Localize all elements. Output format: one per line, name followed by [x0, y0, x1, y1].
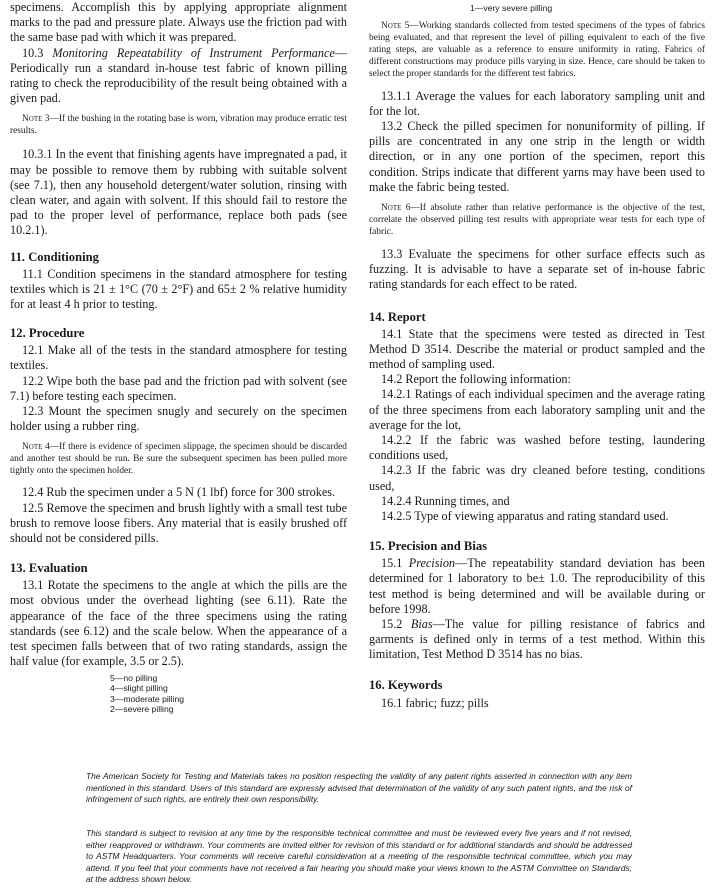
heading-evaluation: 13. Evaluation	[10, 561, 88, 576]
paragraph-13-1-1: 13.1.1 Average the values for each laboratory sampling unit and for the lot.	[369, 88, 705, 118]
paragraph-10-3: 10.3 Monitoring Repeatability of Instrument Performance—Periodically run a standard in-house test fabric of known pilling rating to check the reproducibility of the result being obtained with a given pad.	[10, 45, 347, 106]
paragraph-14-2: 14.2 Report the following information:	[381, 372, 571, 387]
paragraph-10-2-continued: specimens. Accomplish this by applying appropriate alignment marks to the pad and pressure plate. Always use the friction pad with the same base pad with which it was prepared.	[10, 0, 347, 45]
paragraph-14-1: 14.1 State that the specimens were tested as directed in Test Method D 3514. Describe the material or product sampled and the method of sampling used.	[369, 326, 705, 372]
paragraph-13-2: 13.2 Check the pilled specimen for nonuniformity of pilling. If pills are concentrated in any one strip in the length or width direction, or in any one portion of the specimen, report this condition. Strips indicate that different yarns may have been used to make the fabric being tested.	[369, 119, 705, 194]
paragraph-14-2-5: 14.2.5 Type of viewing apparatus and rating standard used.	[381, 509, 669, 524]
heading-conditioning: 11. Conditioning	[10, 249, 99, 264]
scale-item: 1—very severe pilling	[470, 3, 553, 13]
note-3: Note 3—If the bushing in the rotating base is worn, vibration may produce erratic test results.	[10, 114, 347, 137]
scale-item: 2—severe pilling	[110, 704, 174, 715]
paragraph-12-3: 12.3 Mount the specimen snugly and securely on the specimen holder using a rubber ring.	[10, 404, 347, 434]
paragraph-12-1: 12.1 Make all of the tests in the standard atmosphere for testing textiles.	[10, 343, 347, 373]
paragraph-14-2-1: 14.2.1 Ratings of each individual specimen and the average rating of the three specimens from each laboratory sampling unit and the average for the lot,	[369, 387, 705, 432]
paragraph-10-3-1: 10.3.1 In the event that finishing agents have impregnated a pad, it may be possible to remove them by rubbing with suitable solvent (see 7.1), then any household detergent/water solution, rinsing with clean water, and again with solvent. If this should fail to restore the pad to the proper level of performance, replace both pads (see 10.2.1).	[10, 147, 347, 238]
paragraph-12-4: 12.4 Rub the specimen under a 5 N (1 lbf) force for 300 strokes.	[22, 485, 336, 500]
paragraph-12-2: 12.2 Wipe both the base pad and the friction pad with solvent (see 7.1) before testing each specimen.	[10, 373, 347, 403]
paragraph-14-2-2: 14.2.2 If the fabric was washed before testing, laundering conditions used,	[369, 433, 705, 463]
revision-notice: This standard is subject to revision at any time by the responsible technical committee and must be reviewed every five years and if not revised, either reapproved or withdrawn. Your comments are invited either for revision of this standard or for additional standards and should be addressed to ASTM Headquarters. Your comments will receive careful consideration at a meeting of the responsible technical committee, which you may attend. If you feel that your comments have not received a fair hearing you should make your views known to the ASTM Committee on Standards, at the address shown below.	[86, 828, 632, 885]
heading-report: 14. Report	[369, 309, 426, 324]
heading-precision-bias: 15. Precision and Bias	[369, 539, 488, 554]
right-column	[369, 0, 705, 711]
note-4: Note 4—If there is evidence of specimen slippage, the specimen should be discarded and another test should be run. Be sure the subsequent specimen has been pulled more tightly onto the specimen holder.	[10, 442, 347, 477]
scale-item: 3—moderate pilling	[110, 693, 185, 704]
paragraph-13-3: 13.3 Evaluate the specimens for other surface effects such as fuzzing. It is advisable to have a separate set of in-house fabric rating standards for each effect to be rated.	[369, 247, 705, 292]
patent-disclaimer: The American Society for Testing and Materials takes no position respecting the validity of any patent rights asserted in connection with any item mentioned in this standard. Users of this standard are expressly advised that determination of the validity of any such patent rights, and the risk of infringement of such rights, are entirely their own responsibility.	[86, 771, 632, 805]
paragraph-14-2-4: 14.2.4 Running times, and	[381, 493, 510, 508]
paragraph-16-1: 16.1 fabric; fuzz; pills	[381, 695, 489, 710]
paragraph-13-1: 13.1 Rotate the specimens to the angle at which the pills are the most obvious under the overhead lighting (see 6.11). Rate the appearance of the face of the three specimens using the rating standards (see 6.12) and the scale below. When the appearance of a test specimen falls between that of two rating standards, assign the half value (for example, 3.5 or 2.5).	[10, 578, 347, 669]
scale-item: 4—slight pilling	[110, 683, 168, 694]
paragraph-11-1: 11.1 Condition specimens in the standard atmosphere for testing textiles which is 21 ± 1°C (70 ± 2°F) and 65± 2 % relative humidity for at least 4 h prior to testing.	[10, 266, 347, 312]
paragraph-15-2: 15.2 Bias—The value for pilling resistance of fabrics and garments is defined only in terms of a test method. Within this limitation, Test Method D 3514 has no bias.	[369, 617, 705, 662]
pilling-scale-list	[110, 673, 347, 715]
scale-item: 5—no pilling	[110, 672, 158, 683]
paragraph-12-5: 12.5 Remove the specimen and brush lightly with a small test tube brush to remove loose fibers. Any material that is easily brushed off should not be considered pills.	[10, 500, 347, 546]
heading-procedure: 12. Procedure	[10, 326, 85, 341]
heading-keywords: 16. Keywords	[369, 677, 443, 692]
left-column	[10, 0, 347, 715]
paragraph-15-1: 15.1 Precision—The repeatability standard deviation has been determined for 1 laboratory to be± 1.0. The reproducibility of this test method is being determined and will be available during or before 1998.	[369, 556, 706, 616]
paragraph-14-2-3: 14.2.3 If the fabric was dry cleaned before testing, conditions used,	[369, 463, 705, 493]
note-5: Note 5—Working standards collected from tested specimens of the types of fabrics being evaluated, and that represent the level of pilling equivalent to each of the five rating steps, are valuable as a reference to ensure uniformity in rating. Fabrics of different constructions may produce pills varying in size. Hence, care should be taken to select the proper standards for the different test fabrics.	[369, 20, 705, 79]
note-6: Note 6—If absolute rather than relative performance is the objective of the test, correlate the observed pilling test results with appropriate wear tests for each type of fabric.	[369, 203, 705, 238]
